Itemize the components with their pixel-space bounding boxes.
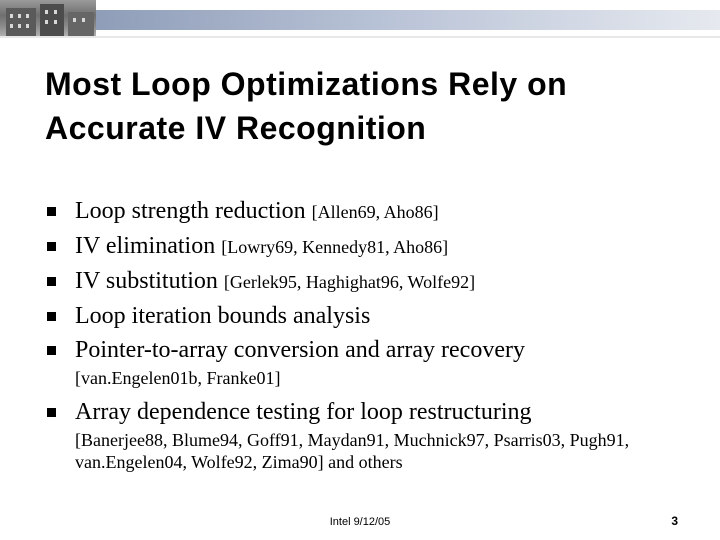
bullet-text: IV substitution	[75, 268, 224, 294]
footer-date: Intel 9/12/05	[329, 516, 391, 528]
header-building-photo	[0, 0, 96, 38]
header-divider	[0, 36, 720, 38]
bullet-item	[45, 333, 685, 389]
bullet-citation: [Lowry69, Kennedy81, Aho86]	[221, 237, 449, 257]
bullet-item	[45, 299, 685, 333]
bullet-item	[45, 264, 685, 299]
bullet-item	[45, 194, 685, 229]
bullet-subcitation: [Banerjee88, Blume94, Goff91, Maydan91, Muchnick97, Psarris03, Pugh91, van.Engelen04, Wolfe92, Zima90] and others	[75, 430, 630, 472]
bullet-citation: [Gerlek95, Haghighat96, Wolfe92]	[223, 272, 476, 292]
bullet-text: Loop strength reduction	[75, 198, 312, 224]
page-number: 3	[671, 514, 678, 528]
bullet-subcitation: [van.Engelen01b, Franke01]	[75, 368, 281, 388]
header-band	[0, 10, 720, 30]
square-bullet-icon	[47, 408, 56, 417]
square-bullet-icon	[47, 346, 56, 355]
square-bullet-icon	[47, 242, 56, 251]
bullet-list	[45, 194, 685, 479]
bullet-text: Array dependence testing for loop restructuring	[75, 399, 532, 425]
square-bullet-icon	[47, 207, 56, 216]
square-bullet-icon	[47, 277, 56, 286]
header-gradient-bar	[96, 10, 720, 30]
bullet-text: IV elimination	[75, 233, 222, 259]
bullet-citation: [Allen69, Aho86]	[311, 202, 439, 222]
bullet-item	[45, 229, 685, 264]
bullet-text: Loop iteration bounds analysis	[75, 303, 371, 329]
slide-title: Most Loop Optimizations Rely on Accurate IV Recognition	[45, 66, 568, 146]
bullet-text: Pointer-to-array conversion and array recovery	[75, 337, 525, 363]
square-bullet-icon	[47, 312, 56, 321]
bullet-item	[45, 395, 685, 473]
